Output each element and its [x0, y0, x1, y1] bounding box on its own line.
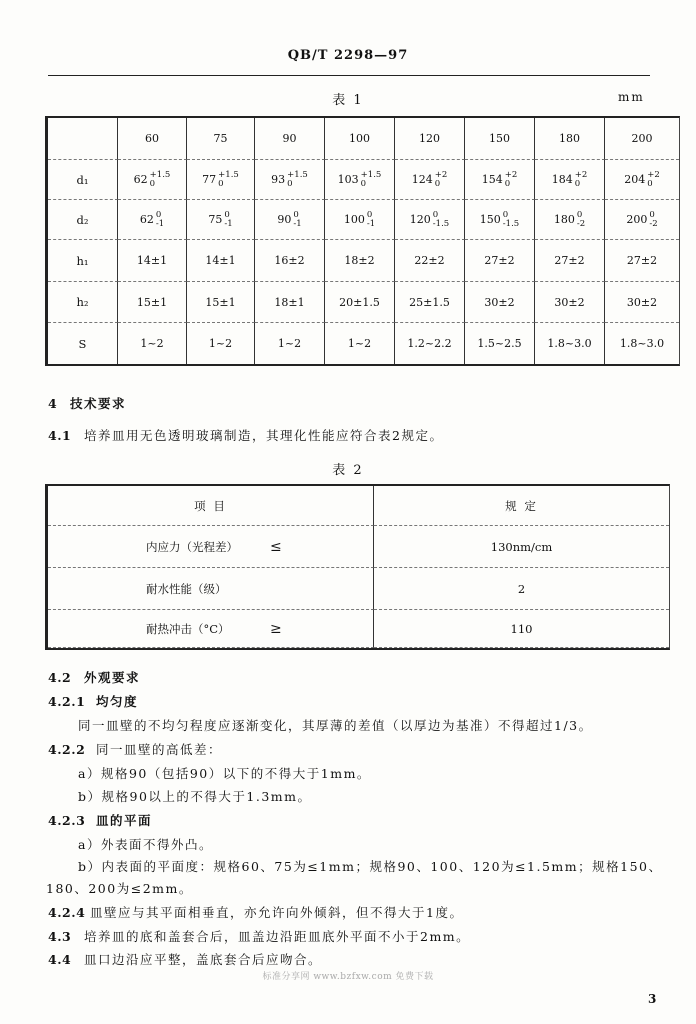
table1-value-cell — [255, 160, 325, 200]
upper-deviation: 0 — [155, 209, 162, 220]
table1-row-label-cell — [48, 160, 118, 200]
clause-4-2-3-heading — [48, 813, 152, 829]
list-item: b）规格90以上的不得大于1.3mm。 — [78, 789, 312, 804]
table1-value-cell — [465, 160, 535, 200]
nominal-value: 75 — [208, 213, 223, 226]
nominal-value: 15±1 — [205, 295, 236, 309]
table1-row-label-cell — [48, 200, 118, 240]
lower-deviation: 0 — [287, 178, 293, 189]
column-size-label: 120 — [419, 132, 440, 145]
upper-deviation: +2 — [504, 169, 518, 180]
nominal-value: 18±1 — [274, 295, 305, 309]
column-size-label: 90 — [282, 132, 297, 145]
row-label: d₂ — [76, 212, 89, 227]
tolerance-stack — [287, 171, 308, 189]
clause-4-2-2-heading — [48, 742, 222, 758]
nominal-value: 103 — [337, 173, 359, 186]
table1-value-cell — [118, 160, 187, 200]
table1-value-cell — [605, 282, 679, 323]
table1-header-cell — [187, 118, 255, 160]
clause-text: 皿口边沿应平整，盖底套合后应吻合。 — [84, 952, 323, 967]
nominal-value: 93 — [271, 173, 286, 186]
table2-item-cell — [48, 610, 374, 648]
clause-title: 均匀度 — [96, 694, 139, 709]
lower-deviation: -1 — [293, 218, 302, 229]
lower-deviation: 0 — [218, 178, 224, 189]
nominal-value: 180 — [553, 213, 575, 226]
tolerance-stack — [156, 211, 164, 229]
lower-deviation: -1 — [366, 218, 376, 229]
lower-deviation: 0 — [574, 178, 581, 189]
clause-number: 4.1 — [48, 428, 72, 443]
clause-number: 4.4 — [48, 952, 72, 967]
table1-value-cell — [605, 323, 679, 364]
table1-value-cell — [118, 282, 187, 323]
table1-header-cell — [325, 118, 395, 160]
table1-value-cell — [325, 160, 395, 200]
nominal-value: 200 — [626, 213, 648, 226]
nominal-value: 90 — [277, 213, 292, 226]
lower-deviation: 0 — [360, 178, 367, 189]
item-label: 耐热冲击（°C） — [146, 621, 230, 636]
dimension-table — [45, 116, 680, 366]
tolerance-stack — [218, 171, 239, 189]
row-label: S — [78, 336, 87, 351]
table1-value-cell — [187, 282, 255, 323]
tolerance-stack — [577, 211, 585, 229]
upper-deviation: +1.5 — [218, 169, 239, 180]
table1-row-label-cell — [48, 240, 118, 282]
upper-deviation: 0 — [224, 209, 230, 220]
table1-row-label-cell — [48, 282, 118, 323]
table1-header-cell — [465, 118, 535, 160]
tolerance-stack — [224, 211, 232, 229]
row-label: h₂ — [76, 295, 89, 309]
upper-deviation: 0 — [293, 209, 299, 220]
column-size-label: 75 — [213, 132, 228, 145]
table2-value-cell — [374, 568, 669, 610]
nominal-value: 1~2 — [347, 337, 372, 350]
nominal-value: 150 — [479, 213, 501, 226]
table1-row-label-cell — [48, 323, 118, 364]
lower-deviation: -2 — [576, 218, 586, 229]
table1-value-cell — [535, 200, 605, 240]
clause-4-1 — [48, 428, 443, 444]
clause-number: 4.3 — [48, 929, 72, 944]
section-title: 技术要求 — [70, 396, 127, 411]
upper-deviation: +1.5 — [287, 169, 308, 180]
nominal-value: 27±2 — [554, 254, 585, 267]
table2-header-item — [48, 486, 374, 526]
nominal-value: 15±1 — [136, 295, 168, 309]
table1-unit: mm — [618, 90, 645, 104]
table1-value-cell — [118, 323, 187, 364]
tolerance-stack — [150, 171, 171, 189]
table1-value-cell — [325, 323, 395, 364]
tolerance-stack — [367, 211, 375, 229]
row-label: h₁ — [76, 253, 89, 268]
table2-caption: 表 2 — [332, 463, 364, 478]
table1-value-cell — [187, 323, 255, 364]
nominal-value: 25±1.5 — [409, 295, 450, 309]
operator-symbol: ≥ — [270, 620, 282, 637]
upper-deviation: +1.5 — [360, 169, 382, 180]
clause-text: 培养皿的底和盖套合后，皿盖边沿距皿底外平面不小于2mm。 — [84, 929, 471, 944]
table1-value-cell — [187, 200, 255, 240]
table1-header-cell — [535, 118, 605, 160]
column-size-label: 150 — [489, 132, 510, 145]
lower-deviation: -1.5 — [502, 218, 520, 229]
tolerance-stack — [293, 211, 301, 229]
nominal-value: 1.8~3.0 — [547, 337, 592, 350]
table2-item-cell — [48, 526, 374, 568]
nominal-value: 27±2 — [484, 254, 515, 267]
table1-value-cell — [605, 240, 679, 282]
nominal-value: 184 — [551, 173, 573, 186]
nominal-value: 120 — [409, 213, 431, 226]
clause-text: 培养皿用无色透明玻璃制造，其理化性能应符合表2规定。 — [84, 428, 444, 443]
lower-deviation: 0 — [504, 178, 511, 189]
table1-value-cell — [605, 200, 679, 240]
nominal-value: 22±2 — [414, 254, 445, 267]
upper-deviation: 0 — [502, 209, 509, 220]
nominal-value: 124 — [411, 173, 433, 186]
nominal-value: 1.2~2.2 — [407, 337, 452, 350]
nominal-value: 30±2 — [484, 295, 515, 309]
tolerance-stack — [649, 211, 657, 229]
column-size-label: 100 — [349, 132, 370, 145]
table1-header-cell — [118, 118, 187, 160]
table1-value-cell — [395, 160, 465, 200]
nominal-value: 1.8~3.0 — [619, 337, 665, 350]
table1-value-cell — [325, 240, 395, 282]
table1-corner-cell — [48, 118, 118, 160]
nominal-value: 30±2 — [554, 295, 585, 309]
table1-value-cell — [395, 282, 465, 323]
list-item: a）外表面不得外凸。 — [78, 837, 213, 852]
row-label: d₁ — [76, 172, 89, 187]
upper-deviation: +2 — [434, 169, 448, 180]
lower-deviation: 0 — [149, 178, 156, 189]
nominal-value: 1~2 — [140, 337, 164, 350]
table1-value-cell — [255, 240, 325, 282]
tolerance-stack — [647, 171, 660, 189]
header-label: 项 目 — [194, 498, 227, 513]
list-item-continuation: 180、200为≤2mm。 — [46, 881, 193, 896]
clause-4-2-4 — [48, 905, 463, 921]
table1-value-cell — [465, 323, 535, 364]
table1-value-cell — [395, 200, 465, 240]
tolerance-stack — [575, 171, 588, 189]
table1-value-cell — [465, 282, 535, 323]
table1-header-cell — [255, 118, 325, 160]
list-item: a）规格90（包括90）以下的不得大于1mm。 — [78, 766, 371, 781]
tolerance-stack — [503, 211, 519, 229]
tolerance-stack — [435, 171, 448, 189]
table1-value-cell — [325, 282, 395, 323]
upper-deviation: 0 — [576, 209, 583, 220]
nominal-value: 14±1 — [136, 254, 168, 267]
lower-deviation: 0 — [434, 178, 441, 189]
table1-value-cell — [465, 240, 535, 282]
nominal-value: 62 — [133, 173, 148, 186]
clause-4-2-1-heading — [48, 694, 138, 710]
table1-header-cell — [605, 118, 679, 160]
dimension-table-grid — [48, 118, 679, 364]
tolerance-stack — [433, 211, 449, 229]
table1-value-cell — [395, 323, 465, 364]
nominal-value: 154 — [481, 173, 503, 186]
lower-deviation: -1 — [224, 218, 233, 229]
table1-value-cell — [535, 282, 605, 323]
lower-deviation: -1.5 — [432, 218, 450, 229]
clause-number: 4.2 — [48, 670, 72, 685]
clause-number: 4.2.4 — [48, 905, 86, 920]
item-label: 内应力（光程差） — [146, 539, 238, 554]
table1-value-cell — [325, 200, 395, 240]
nominal-value: 77 — [202, 173, 217, 186]
nominal-value: 1.5~2.5 — [477, 337, 522, 350]
tolerance-stack — [361, 171, 382, 189]
table1-value-cell — [187, 240, 255, 282]
list-item: b）内表面的平面度：规格60、75为≤1mm；规格90、100、120为≤1.5mm；规格150、 — [78, 859, 663, 874]
table1-value-cell — [187, 160, 255, 200]
clause-4-3 — [48, 929, 470, 945]
upper-deviation: +2 — [574, 169, 588, 180]
table1-value-cell — [535, 240, 605, 282]
clause-4-4 — [48, 952, 322, 968]
table1-value-cell — [255, 323, 325, 364]
table1-value-cell — [255, 200, 325, 240]
upper-deviation: 0 — [649, 209, 655, 220]
spec-value: 130nm/cm — [490, 539, 553, 554]
nominal-value: 20±1.5 — [339, 295, 380, 309]
header-rule — [48, 75, 650, 76]
nominal-value: 100 — [343, 213, 365, 226]
spec-value: 110 — [510, 621, 533, 636]
table1-value-cell — [535, 160, 605, 200]
clause-title: 外观要求 — [84, 670, 141, 685]
nominal-value: 30±2 — [626, 295, 658, 309]
nominal-value: 27±2 — [626, 254, 658, 267]
column-size-label: 180 — [559, 132, 580, 145]
table2-header-spec — [374, 486, 669, 526]
table1-header-cell — [395, 118, 465, 160]
spec-value: 2 — [517, 581, 526, 596]
item-label: 耐水性能（级） — [146, 581, 227, 596]
table1-value-cell — [395, 240, 465, 282]
tolerance-stack — [505, 171, 518, 189]
table1-value-cell — [118, 200, 187, 240]
nominal-value: 1~2 — [277, 337, 302, 350]
table1-value-cell — [535, 323, 605, 364]
table2-value-cell — [374, 526, 669, 568]
nominal-value: 204 — [624, 173, 646, 186]
clause-number: 4.2.2 — [48, 742, 86, 757]
clause-title: 皿的平面 — [96, 813, 153, 828]
upper-deviation: 0 — [432, 209, 439, 220]
standard-code: QB/T 2298—97 — [287, 48, 409, 63]
nominal-value: 18±2 — [344, 254, 375, 267]
operator-symbol: ≤ — [270, 538, 282, 555]
nominal-value: 1~2 — [208, 337, 233, 350]
lower-deviation: 0 — [647, 178, 653, 189]
section-number: 4 — [48, 396, 58, 411]
clause-number: 4.2.1 — [48, 694, 86, 709]
nominal-value: 14±1 — [205, 254, 236, 267]
header-label: 规 定 — [505, 498, 538, 513]
page-number: 3 — [648, 992, 657, 1006]
clause-4-2-heading — [48, 670, 140, 686]
nominal-value: 16±2 — [274, 254, 305, 267]
clause-4-2-1-text: 同一皿壁的不均匀程度应逐渐变化，其厚薄的差值（以厚边为基准）不得超过1/3。 — [78, 718, 593, 733]
table1-caption: 表 1 — [332, 93, 364, 108]
table1-value-cell — [465, 200, 535, 240]
column-size-label: 60 — [145, 132, 159, 145]
table1-value-cell — [118, 240, 187, 282]
table1-value-cell — [605, 160, 679, 200]
section-4-heading — [48, 396, 126, 412]
clause-text: 皿壁应与其平面相垂直，亦允许向外倾斜，但不得大于1度。 — [90, 905, 464, 920]
upper-deviation: +2 — [647, 169, 660, 180]
lower-deviation: -1 — [155, 218, 165, 229]
property-table — [45, 484, 670, 650]
upper-deviation: 0 — [366, 209, 373, 220]
table2-item-cell — [48, 568, 374, 610]
clause-title: 同一皿壁的高低差： — [96, 742, 223, 757]
clause-number: 4.2.3 — [48, 813, 86, 828]
nominal-value: 62 — [139, 213, 154, 226]
table1-value-cell — [255, 282, 325, 323]
table2-value-cell — [374, 610, 669, 648]
lower-deviation: -2 — [649, 218, 658, 229]
upper-deviation: +1.5 — [149, 169, 171, 180]
watermark: 标准分享网 www.bzfxw.com 免费下载 — [262, 972, 434, 982]
column-size-label: 200 — [631, 132, 653, 145]
